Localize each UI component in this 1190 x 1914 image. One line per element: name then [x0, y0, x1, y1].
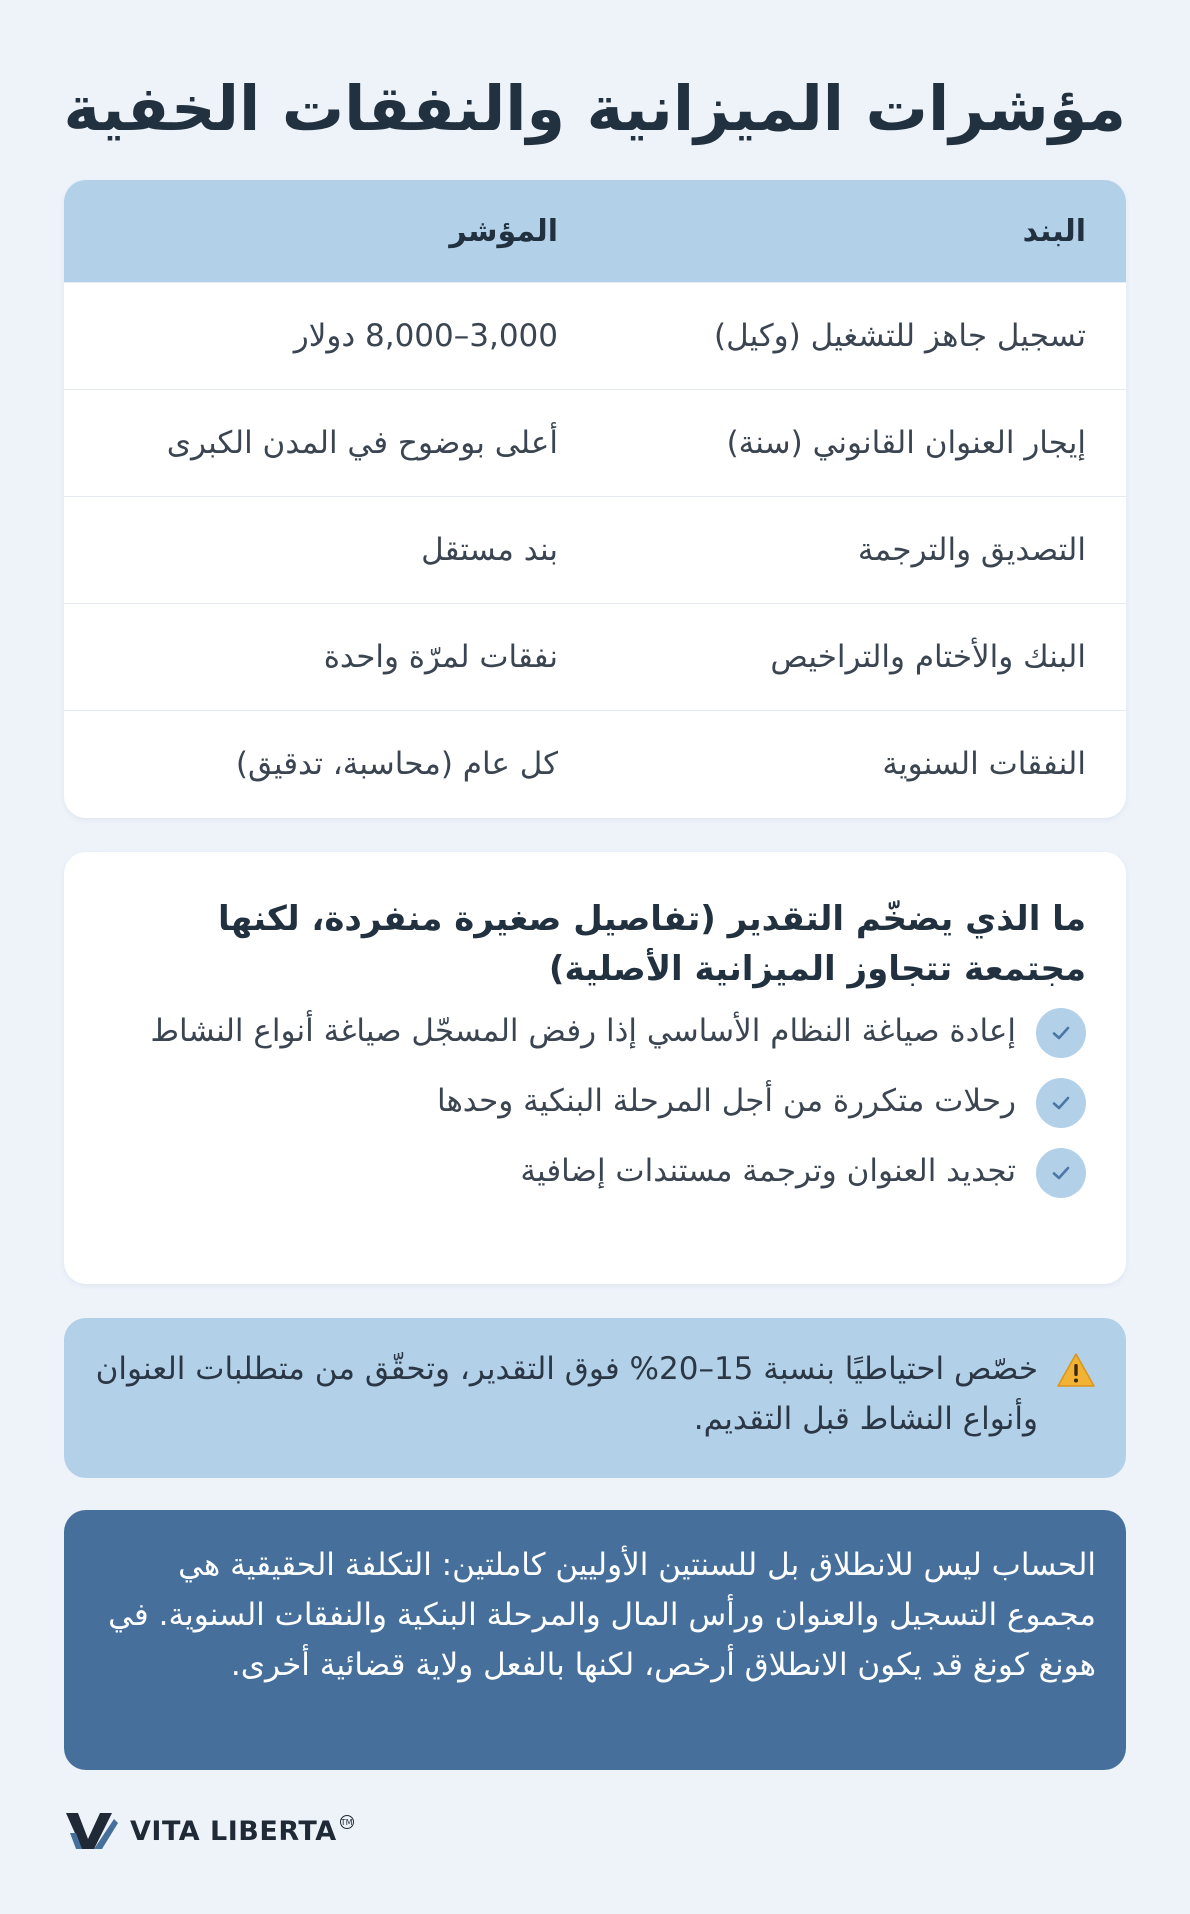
row-item: النفقات السنوية [882, 746, 1086, 782]
row-indicator: نفقات لمرّة واحدة [323, 639, 558, 675]
header-indicator: المؤشر [449, 213, 558, 249]
list-item [104, 1076, 1086, 1128]
check-icon [1036, 1078, 1086, 1128]
row-item: التصديق والترجمة [857, 532, 1086, 568]
header-item: البند [1022, 213, 1086, 249]
table-row [64, 603, 1126, 710]
warning-callout [64, 1318, 1126, 1478]
summary-box [64, 1510, 1126, 1770]
checklist-item-text: رحلات متكررة من أجل المرحلة البنكية وحدها [437, 1083, 1016, 1119]
checklist-item-text: تجديد العنوان وترجمة مستندات إضافية [520, 1153, 1016, 1189]
checklist-item-text: إعادة صياغة النظام الأساسي إذا رفض المسجّل صياغة أنواع النشاط [150, 1013, 1016, 1049]
budget-table [64, 180, 1126, 818]
list-item [104, 1146, 1086, 1198]
page-title: مؤشرات الميزانية والنفقات الخفية [63, 72, 1126, 145]
table-header-row [64, 180, 1126, 282]
table-row [64, 496, 1126, 603]
brand-logo [64, 1806, 354, 1856]
table-row [64, 282, 1126, 389]
logo-text: VITA LIBERTA [130, 1815, 337, 1847]
row-item: البنك والأختام والتراخيص [770, 639, 1086, 675]
warning-icon [1052, 1352, 1096, 1392]
row-indicator: أعلى بوضوح في المدن الكبرى [166, 425, 558, 461]
row-indicator: 3,000–8,000 دولار [293, 318, 558, 354]
row-indicator: بند مستقل [421, 532, 558, 568]
checklist-title: ما الذي يضخّم التقدير (تفاصيل صغيرة منفردة، لكنها مجتمعة تتجاوز الميزانية الأصلية) [217, 899, 1086, 989]
check-icon [1036, 1148, 1086, 1198]
summary-text: الحساب ليس للانطلاق بل للسنتين الأوليين كاملتين: التكلفة الحقيقية هي مجموع التسجيل والعنوان ورأس المال والمرحلة البنكية والنفقات السنوية. في هونغ كونغ قد يكون الانطلاق أرخص، لكنها بالفعل ولاية قضائية أخرى. [108, 1547, 1096, 1683]
warning-text: خصّص احتياطيًا بنسبة 15–20% فوق التقدير، وتحقّق من متطلبات العنوان وأنواع النشاط قبل التقديم. [95, 1351, 1038, 1437]
trademark-icon: TM [340, 1815, 354, 1829]
row-indicator: كل عام (محاسبة، تدقيق) [235, 746, 558, 782]
logo-mark-icon [64, 1809, 120, 1853]
table-row [64, 389, 1126, 496]
row-item: إيجار العنوان القانوني (سنة) [726, 425, 1086, 461]
list-item [104, 1006, 1086, 1058]
table-row [64, 710, 1126, 817]
cost-inflators-card [64, 852, 1126, 1284]
checklist [104, 1006, 1086, 1198]
row-item: تسجيل جاهز للتشغيل (وكيل) [714, 318, 1086, 354]
check-icon [1036, 1008, 1086, 1058]
